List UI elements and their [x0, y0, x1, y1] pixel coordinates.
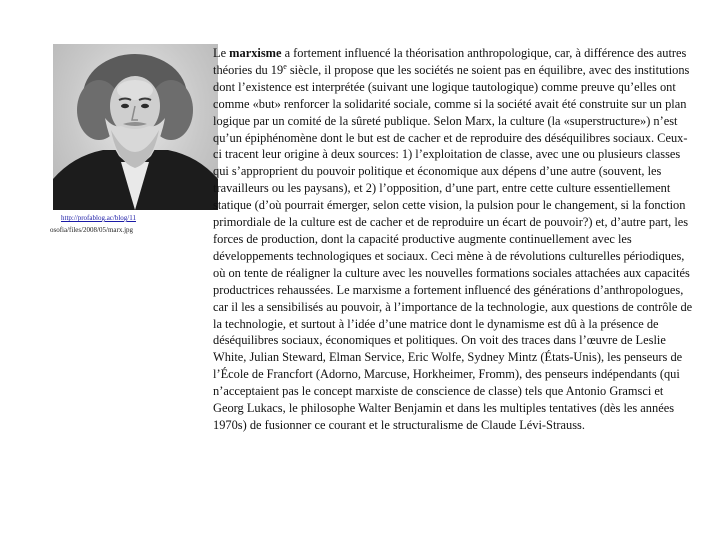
body-paragraph — [213, 45, 693, 434]
image-source-path: osofia/files/2008/05/marx.jpg — [50, 226, 134, 234]
image-caption — [50, 212, 230, 236]
image-source-link[interactable]: http://profablog.ac/blog/11 — [61, 214, 136, 222]
paragraph-part-1: a fortement influencé la théorisation anthropologique, car, à différence des autres théories du 19 — [213, 46, 687, 77]
paragraph-part-2: siècle, il propose que les sociétés ne soient pas en équilibre, avec des institutions dont l’existence est interprétée (suivant une logique tautologique) comme preuve qu’elles ont comme «but» renforcer la solidarité sociale, comme si la société avait été construite sur un plan logique par un comité de la sûreté publique. Selon Marx, la culture (la «superstructure») n’est qu’un épiphénomène dont le but est de cacher et de reproduire des déséquilibres sociaux. Ceux-ci tracent leur origine à deux sources: 1) l’exploitation de classe, avec une ou plusieurs classes qui s’approprient du pouvoir politique et économique aux dépens d’une autre (souvent, les travailleurs ou les paysans), et 2) l’opposition, d’une part, entre cette culture essentiellement statique (d’où pourrait émerger, selon cette vision, la pulsion pour le changement, si la fonction primordiale de la culture est de cacher et de reproduire un écart de pouvoir?) et, d’autre part, les forces de production, dont la capacité productive augmente continuellement avec les développements technologiques et sociaux. Ceci mène à de révolutions culturelles périodiques, où on tente de réaligner la culture avec les nouvelles formations sociales attachées aux capacités productrices rehaussées. Le marxisme a fortement influencé des générations d’anthropologues, car il les a sensibilisés au pouvoir, à l’importance de la technologie, aux questions de contrôle de la technologie, et surtout à l’idée d’une matrice dont le dynamisme est dû à la présence de déséquilibres sociaux, économiques et politiques. On voit des traces dans l’œuvre de Leslie White, Julian Steward, Elman Service, Eric Wolfe, Sydney Mintz (États-Unis), les penseurs de l’École de Francfort (Adorno, Marcuse, Horkheimer, Fromm), des penseurs indépendants (qui n’acceptaient pas le concept marxiste de conscience de classe) tels que Antonio Gramsci et Georg Lukacs, le philosophe Walter Benjamin et dans les multiples tentatives (dès les années 1970s) de fusionner ce courant et le structuralisme de Claude Lévi-Strauss. — [213, 62, 693, 432]
century-superscript: e — [283, 61, 287, 71]
paragraph-start: Le — [213, 46, 230, 60]
marx-portrait — [53, 44, 218, 210]
term-marxisme: marxisme — [229, 46, 282, 60]
